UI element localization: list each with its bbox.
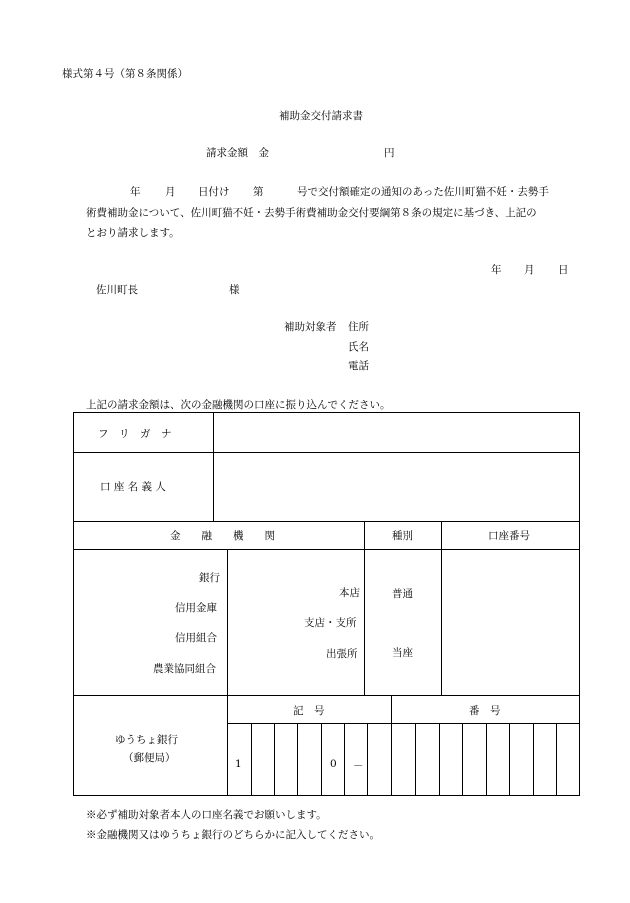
amount-unit: 円 (384, 147, 395, 159)
applicant-address-label: 住所 (348, 321, 369, 333)
option-ja[interactable]: 農業協同組合 (153, 663, 216, 675)
furigana-label: フ リ ガ ナ (98, 428, 172, 440)
header-institution: 金 融 機 関 (170, 530, 275, 542)
symbol-digit[interactable]: 0 (330, 758, 337, 770)
digit-separator (509, 723, 510, 796)
digit-separator (533, 723, 534, 796)
yucho-bank-label: ゆうちょ銀行 (115, 734, 178, 746)
digit-separator (439, 723, 440, 796)
option-shinkin[interactable]: 信用金庫 (175, 602, 217, 614)
type-ordinary[interactable]: 普通 (392, 588, 413, 600)
furigana-field[interactable] (214, 413, 579, 451)
table-rule (391, 695, 392, 796)
form-number: 様式第４号（第８条関係） (62, 68, 188, 80)
account-number-field[interactable] (442, 550, 579, 694)
digit-separator (274, 723, 275, 796)
table-rule (73, 695, 580, 696)
applicant-phone-label: 電話 (348, 360, 369, 372)
digit-separator (367, 723, 368, 796)
number-label: 番 号 (469, 705, 501, 717)
body-year: 年 (130, 186, 141, 198)
digit-separator (251, 723, 252, 796)
addressee-honorific: 様 (229, 284, 240, 296)
digit-separator (321, 723, 322, 796)
body-line3: とおり請求します。 (86, 227, 180, 239)
header-type: 種別 (392, 530, 413, 542)
digit-separator (344, 723, 345, 796)
type-current[interactable]: 当座 (392, 647, 413, 659)
account-holder-field[interactable] (214, 453, 579, 520)
note-account-holder: ※必ず補助対象者本人の口座名義でお願いします。 (86, 809, 327, 821)
table-rule (227, 549, 228, 796)
body-line2: 術費補助金について、佐川町猫不妊・去勢手術費補助金交付要綱第８条の規定に基づき、上記の (86, 207, 537, 219)
body-month: 月 (165, 186, 176, 198)
symbol-dash: － (353, 760, 364, 772)
table-rule (227, 723, 580, 724)
option-shinkumi[interactable]: 信用組合 (175, 632, 217, 644)
document-title: 補助金交付請求書 (279, 110, 363, 122)
body-day: 日付け (198, 186, 230, 198)
digit-separator (556, 723, 557, 796)
header-account-number: 口座番号 (488, 530, 530, 542)
table-rule (364, 521, 365, 695)
transfer-note: 上記の請求金額は、次の金融機関の口座に振り込んでください。 (86, 399, 391, 411)
table-rule (73, 521, 580, 522)
date-year: 年 (491, 264, 502, 276)
option-sub-office[interactable]: 出張所 (326, 648, 358, 660)
digit-separator (297, 723, 298, 796)
date-month: 月 (524, 264, 535, 276)
digit-separator (462, 723, 463, 796)
symbol-label: 記 号 (293, 705, 325, 717)
date-day: 日 (558, 264, 569, 276)
amount-label: 請求金額 金 (206, 147, 269, 159)
body-line1-rest: 号で交付額確定の通知のあった佐川町猫不妊・去勢手 (297, 186, 549, 198)
applicant-name-label: 氏名 (348, 341, 369, 353)
option-branch[interactable]: 支店・支所 (304, 617, 357, 629)
note-institution-choice: ※金融機関又はゆうちょ銀行のどちらかに記入してください。 (86, 829, 380, 841)
account-holder-label: 口 座 名 義 人 (100, 481, 166, 493)
option-head-office[interactable]: 本店 (339, 587, 360, 599)
body-number-prefix: 第 (253, 186, 264, 198)
applicant-label: 補助対象者 (284, 321, 337, 333)
option-bank[interactable]: 銀行 (199, 572, 220, 584)
symbol-digit[interactable]: 1 (235, 758, 242, 770)
digit-separator (486, 723, 487, 796)
addressee-name: 佐川町長 (96, 284, 138, 296)
yucho-post-office-label: （郵便局） (123, 752, 176, 764)
digit-separator (415, 723, 416, 796)
